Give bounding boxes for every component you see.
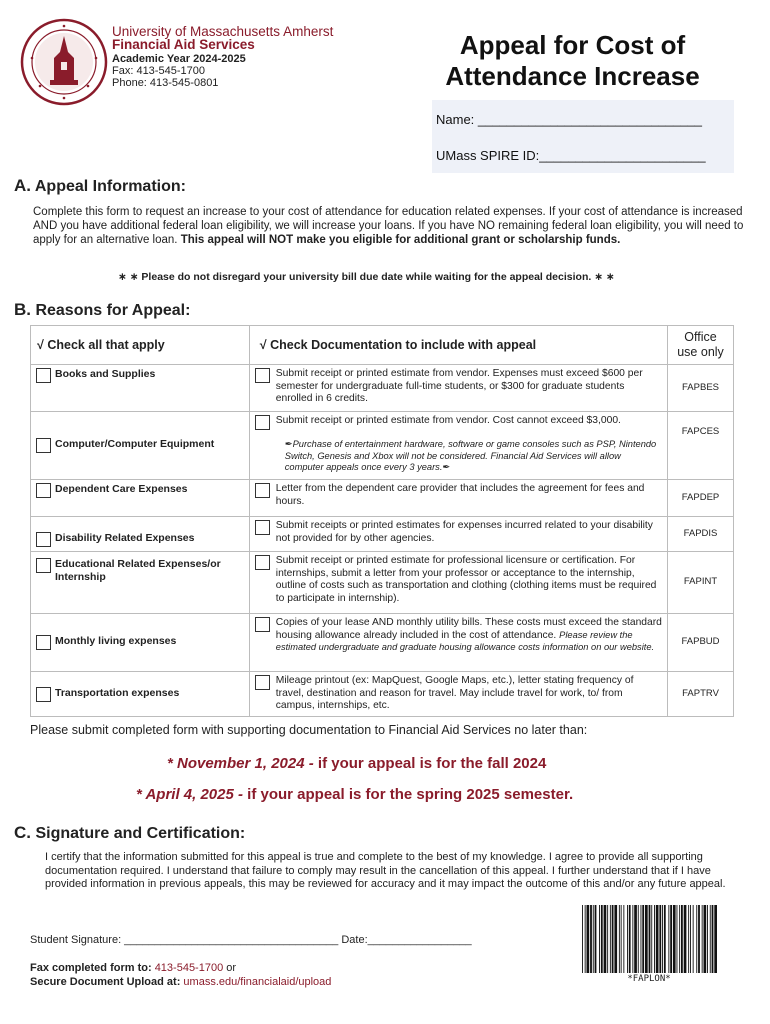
section-b-heading: B. Reasons for Appeal: bbox=[14, 300, 191, 319]
barcode-bar bbox=[673, 905, 676, 973]
spire-id-field[interactable]: UMass SPIRE ID:_______________________ bbox=[436, 148, 706, 163]
living-expenses-checkbox[interactable] bbox=[36, 635, 51, 650]
books-doc-checkbox[interactable] bbox=[255, 368, 270, 383]
barcode-bar bbox=[590, 905, 592, 973]
office-code: FAPBES bbox=[668, 365, 734, 412]
barcode-bar bbox=[664, 905, 666, 973]
certification-paragraph: I certify that the information submitted for this appeal is true and complete to the best of my knowledge. I agree to provide all supporting documentation required. I understand that failure to comply may result in the cancellation of this appeal. I further understand that if I have provided information in previous appeals, this may be reviewed for accuracy and it may impact the outcome of this and/or any future appeal. bbox=[45, 851, 726, 890]
barcode-bar bbox=[654, 905, 655, 973]
transportation-doc-checkbox[interactable] bbox=[255, 675, 270, 690]
barcode-bar bbox=[668, 905, 669, 973]
barcode-bar bbox=[612, 905, 614, 973]
table-row: Books and Supplies Submit receipt or printed estimate from vendor. Expenses must exceed $600 per semester for undergraduate full-time students, or $300 for graduate students enrolled in 6 credits. FAPBES bbox=[31, 365, 734, 412]
barcode-bar bbox=[582, 905, 583, 973]
barcode-bar bbox=[704, 905, 707, 973]
barcode-bar bbox=[645, 905, 648, 973]
barcode-bar bbox=[632, 905, 633, 973]
office-code: FAPINT bbox=[668, 552, 734, 614]
barcode-bar bbox=[595, 905, 597, 973]
barcode-bar bbox=[696, 905, 697, 973]
living-expenses-doc-checkbox[interactable] bbox=[255, 617, 270, 632]
office-code: FAPBUD bbox=[668, 614, 734, 672]
barcode-bar bbox=[621, 905, 622, 973]
upload-link[interactable]: umass.edu/financialaid/upload bbox=[183, 976, 332, 988]
barcode-bar bbox=[629, 905, 631, 973]
barcode-bar bbox=[649, 905, 651, 973]
col-header-office: Office use only bbox=[668, 326, 734, 365]
col-header-check: √ Check all that apply bbox=[31, 326, 250, 365]
barcode-bar bbox=[614, 905, 617, 973]
barcode-image bbox=[580, 905, 718, 973]
barcode-bar bbox=[712, 905, 714, 973]
barcode-bar bbox=[604, 905, 607, 973]
barcode-bar bbox=[679, 905, 680, 973]
barcode-bar bbox=[599, 905, 600, 973]
computer-doc-checkbox[interactable] bbox=[255, 415, 270, 430]
fax-number: Fax: 413-545-1700 bbox=[112, 65, 205, 77]
disability-doc-checkbox[interactable] bbox=[255, 520, 270, 535]
academic-year: Academic Year 2024-2025 bbox=[112, 53, 246, 65]
barcode-bar bbox=[634, 905, 637, 973]
appeal-info-paragraph: Complete this form to request an increase to your cost of attendance for education related expenses. If your cost of attendance is increased AND you have additional federal loan eligibility, we will increase your loans. If you have NO remaining federal loan eligibility, you will need to apply for an alternative loan. This appeal will NOT make you eligible for additional grant or scholarship funds. bbox=[33, 206, 744, 246]
barcode-bar bbox=[651, 905, 652, 973]
barcode-bar bbox=[619, 905, 620, 973]
disability-checkbox[interactable] bbox=[36, 532, 51, 547]
table-row: Transportation expenses Mileage printout (ex: MapQuest, Google Maps, etc.), letter stating frequency of travel, destination and reason for travel. May include travel for work, to/ from campus, internships, etc. FAPTRV bbox=[31, 672, 734, 717]
office-name: Financial Aid Services bbox=[112, 37, 255, 52]
barcode-bar bbox=[688, 905, 689, 973]
barcode-bar bbox=[670, 905, 672, 973]
transportation-checkbox[interactable] bbox=[36, 687, 51, 702]
table-row: Dependent Care Expenses Letter from the dependent care provider that includes the agreement for fees and hours. FAPDEP bbox=[31, 480, 734, 517]
books-checkbox[interactable] bbox=[36, 368, 51, 383]
table-row: Disability Related Expenses Submit receipts or printed estimates for expenses incurred related to your disability not provided for by other agencies. FAPDIS bbox=[31, 517, 734, 552]
barcode-bar bbox=[627, 905, 628, 973]
table-row: Computer/Computer Equipment Submit receipt or printed estimate from vendor. Cost cannot exceed $3,000. ✒Purchase of entertainment hardware, software or game consoles such as PSP, Nintendo Switch, Genesis and Xbox will not be considered. Financial Aid Services will allow computer appeals once every 3 years.✒ FAPCES bbox=[31, 412, 734, 480]
table-row: Educational Related Expenses/or Internship Submit receipt or printed estimate for professional licensure or certification. For internships, submit a letter from your professor or acceptance to the internship, outline of costs such as transportation and clothing (clothing items must be required to participate in internship). FAPINT bbox=[31, 552, 734, 614]
upload-instruction: Secure Document Upload at: umass.edu/financialaid/upload bbox=[30, 976, 332, 988]
barcode-bar bbox=[681, 905, 683, 973]
barcode-bar bbox=[638, 905, 639, 973]
barcode-text: *FAPLON* bbox=[627, 974, 671, 984]
office-code: FAPDEP bbox=[668, 480, 734, 517]
barcode-bar bbox=[677, 905, 678, 973]
student-info-box bbox=[432, 100, 734, 173]
barcode-bar bbox=[656, 905, 659, 973]
section-c-heading: C. Signature and Certification: bbox=[14, 823, 246, 842]
barcode-bar bbox=[662, 905, 663, 973]
office-code: FAPCES bbox=[668, 412, 734, 480]
office-code: FAPDIS bbox=[668, 517, 734, 552]
barcode-bar bbox=[690, 905, 691, 973]
barcode-bar bbox=[585, 905, 586, 973]
col-header-documentation: √ Check Documentation to include with appeal bbox=[249, 326, 667, 365]
dependent-care-doc-checkbox[interactable] bbox=[255, 483, 270, 498]
fall-deadline: * November 1, 2024 - if your appeal is for the fall 2024 bbox=[167, 755, 547, 772]
umass-seal-logo bbox=[20, 18, 108, 106]
barcode-bar bbox=[698, 905, 700, 973]
barcode-bar bbox=[587, 905, 590, 973]
name-field[interactable]: Name: _______________________________ bbox=[436, 112, 703, 127]
barcode-bar bbox=[610, 905, 611, 973]
barcode-bar bbox=[684, 905, 687, 973]
section-a-heading: A. Appeal Information: bbox=[14, 176, 186, 195]
barcode-bar bbox=[623, 905, 624, 973]
barcode-bar bbox=[641, 905, 642, 973]
computer-checkbox[interactable] bbox=[36, 438, 51, 453]
reasons-table bbox=[30, 325, 734, 717]
barcode-bar bbox=[607, 905, 608, 973]
barcode-bar bbox=[601, 905, 603, 973]
educational-checkbox[interactable] bbox=[36, 558, 51, 573]
form-title: Appeal for Cost of Attendance Increase bbox=[445, 30, 700, 91]
barcode-bar bbox=[710, 905, 711, 973]
signature-line[interactable]: Student Signature: ___________________________________ Date:_________________ bbox=[30, 934, 472, 946]
barcode-bar bbox=[593, 905, 594, 973]
phone-number: Phone: 413-545-0801 bbox=[112, 77, 219, 89]
fax-instruction: Fax completed form to: 413-545-1700 or bbox=[30, 962, 237, 974]
barcode-bar bbox=[714, 905, 717, 973]
barcode-bar bbox=[702, 905, 703, 973]
barcode-bar bbox=[642, 905, 644, 973]
spring-deadline: * April 4, 2025 - if your appeal is for the spring 2025 semester. bbox=[136, 786, 574, 803]
table-row: Monthly living expenses Copies of your lease AND monthly utility bills. These costs must exceed the standard housing allowance already included in the cost of attendance. Please review the estimated undergraduate and graduate housing allowance costs information on our website. FAPBUD bbox=[31, 614, 734, 672]
barcode-bar bbox=[693, 905, 694, 973]
barcode-bar bbox=[659, 905, 661, 973]
educational-doc-checkbox[interactable] bbox=[255, 555, 270, 570]
office-code: FAPTRV bbox=[668, 672, 734, 717]
bill-due-note: ∗ ∗ Please do not disregard your university bill due date while waiting for the appeal decision. ∗ ∗ bbox=[118, 271, 615, 283]
university-name: University of Massachusetts Amherst bbox=[112, 24, 334, 39]
submit-instructions: Please submit completed form with supporting documentation to Financial Aid Services no later than: bbox=[30, 723, 588, 737]
barcode-bar bbox=[707, 905, 708, 973]
dependent-care-checkbox[interactable] bbox=[36, 483, 51, 498]
